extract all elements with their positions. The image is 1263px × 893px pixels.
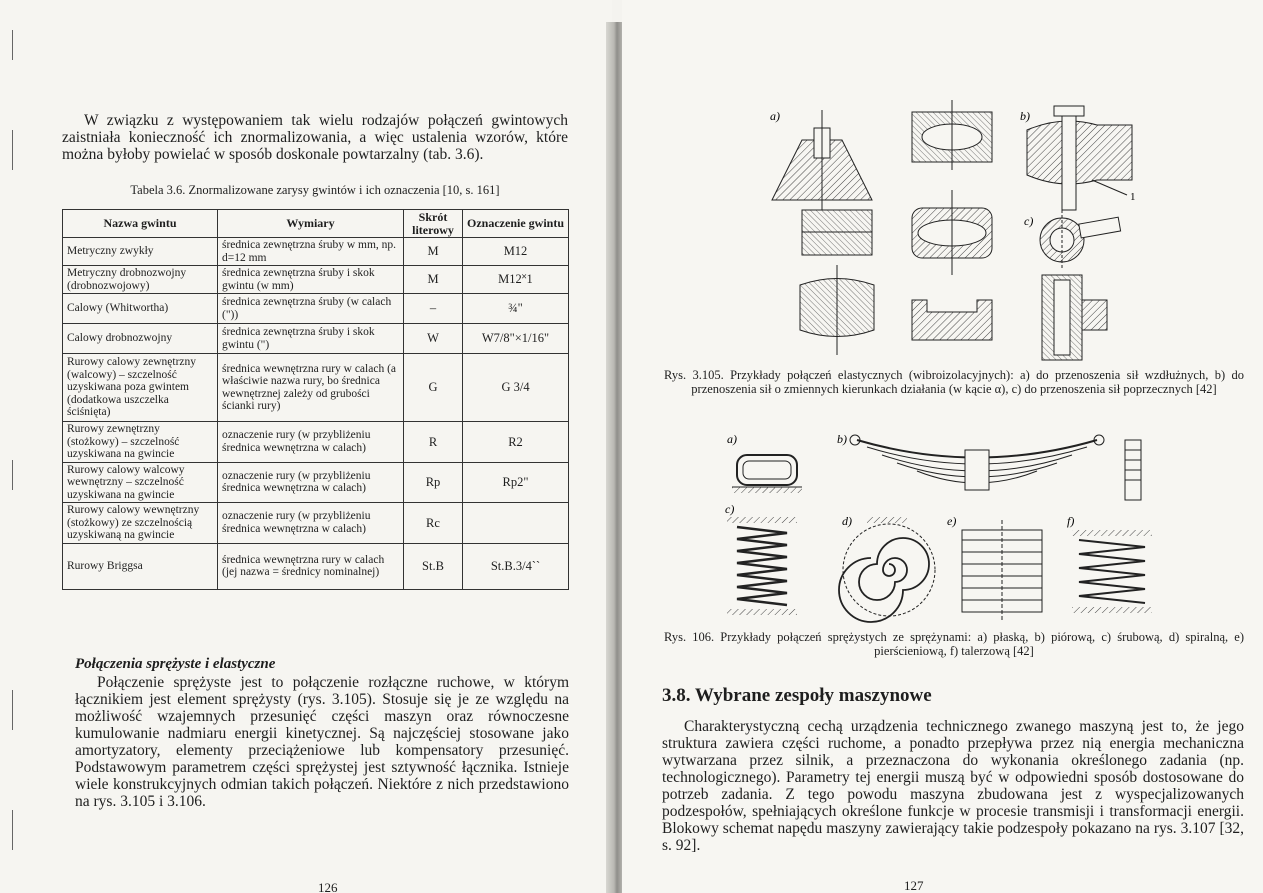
- bolted-bushing-drawing: [1027, 106, 1132, 210]
- table-header: Skrót literowy: [404, 210, 463, 238]
- table-row: [63, 462, 569, 503]
- table-row: [63, 354, 569, 422]
- table-cell: St.B.3/4``: [463, 543, 569, 589]
- table-cell: ¾": [463, 294, 569, 324]
- table-cell: średnica wewnętrzna rury w calach (jej nazwa = średnicy nominalnej): [218, 543, 404, 589]
- fig106-label-a: a): [727, 432, 737, 446]
- table-cell: R: [404, 422, 463, 463]
- fig106-label-f: f): [1067, 514, 1075, 528]
- table-row: [63, 266, 569, 294]
- table-cell: G: [404, 354, 463, 422]
- table-row: [63, 422, 569, 463]
- scan-edge-mark: [12, 30, 13, 60]
- fig106-label-e: e): [947, 514, 957, 528]
- left-page: [0, 0, 612, 893]
- table-cell: W: [404, 324, 463, 354]
- table-cell: M12: [463, 238, 569, 266]
- oval-mount-drawing: [912, 190, 992, 275]
- fig106-label-d: d): [842, 514, 852, 528]
- figure-106: [717, 425, 1157, 625]
- table-cell: [463, 503, 569, 544]
- table-row: [63, 294, 569, 324]
- block-mount-drawing: [802, 210, 872, 255]
- figure-106-caption: Rys. 106. Przykłady połączeń sprężystych ze sprężynami: a) płaską, b) piórową, c) śrubową, d) spiralną, e) pierścieniową, f) talerzową [42]: [664, 630, 1244, 658]
- fig105-label-1: 1: [1130, 191, 1136, 203]
- table-cell: Rp: [404, 462, 463, 503]
- table-cell: średnica zewnętrzna śruby i skok gwintu ("): [218, 324, 404, 354]
- table-cell: Rp2": [463, 462, 569, 503]
- coil-spring-drawing: [727, 517, 797, 615]
- table-cell: M12˟1: [463, 266, 569, 294]
- table-row: [63, 503, 569, 544]
- page-number: 126: [318, 880, 338, 893]
- fig106-label-b: b): [837, 432, 847, 446]
- elastic-joints-paragraph: Połączenie sprężyste jest to połączenie rozłączne ruchowe, w którym łącznikiem jest element sprężysty (rys. 3.105). Stosuje się je ze względu na możliwość wzajemnych przesunięć części maszyn oraz równoczesne kumulowanie nadmiaru energii kinetycznej. Są najczęściej stosowane jako amortyzatory, elementy przeciążeniowe lub kompensatory przesunięć. Podstawowym parametrem części sprężystej jest sztywność łącznika. Istnieje wiele konstrukcyjnych odmian takich połączeń. Niektóre z nich przedstawiono na rys. 3.105 i 3.106.: [75, 674, 569, 810]
- table-cell: Rurowy zewnętrzny (stożkowy) – szczelność uzyskiwana na gwincie: [63, 422, 218, 463]
- table-header: Nazwa gwintu: [63, 210, 218, 238]
- table-header: Wymiary: [218, 210, 404, 238]
- table-cell: St.B: [404, 543, 463, 589]
- leaf-spring-side-view: [1125, 440, 1141, 500]
- fig105-label-a: a): [770, 109, 780, 123]
- subheading-elastic-joints: Połączenia sprężyste i elastyczne: [75, 656, 276, 672]
- clamp-mount-drawing: [1042, 275, 1107, 360]
- table-cell: Metryczny drobnozwojny (drobnozwojowy): [63, 266, 218, 294]
- table-cell: W7/8"×1/16": [463, 324, 569, 354]
- table-row: [63, 543, 569, 589]
- section-paragraph: Charakterystyczną cechą urządzenia technicznego zwanego maszyną jest to, że jego struktura zawiera części ruchome, a ponadto przepływa przez nią energia mechaniczna wytwarzana przez silnik, a przeznaczona do wykonania określonego zadania (np. technologicznego). Parametry tej energii muszą być w odpowiedni sposób dostosowane do potrzeb zadania. Z tego powodu maszyna zbudowana jest z wyspecjalizowanych podzespołów, spełniających określone funkcje w procesie transmisji i transformacji energii. Blokowy schemat napędu maszyny zawierający takie podzespoły pokazano na rys. 3.107 [32, s. 92].: [662, 718, 1244, 854]
- table-cell: –: [404, 294, 463, 324]
- ring-spring-drawing: [962, 520, 1042, 620]
- table-cell: średnica zewnętrzna śruby w mm, np. d=12 mm: [218, 238, 404, 266]
- table-cell: oznaczenie rury (w przybliżeniu średnica wewnętrzna w calach): [218, 422, 404, 463]
- disc-spring-drawing: [1072, 530, 1152, 613]
- fig105-label-c: c): [1024, 214, 1034, 228]
- table-header-row: [63, 210, 569, 238]
- table-cell: Rurowy calowy walcowy wewnętrzny – szczelność uzyskiwana na gwincie: [63, 462, 218, 503]
- fig106-label-c: c): [725, 502, 735, 516]
- table-row: [63, 238, 569, 266]
- figure-3-105-caption: Rys. 3.105. Przykłady połączeń elastycznych (wibroizolacyjnych): a) do przenoszenia sił wzdłużnych, b) do przenoszenia sił o zmiennych kierunkach działania (w kącie α), c) do przenoszenia sił poprzecznych [42]: [664, 368, 1244, 396]
- table-cell: oznaczenie rury (w przybliżeniu średnica wewnętrzna w calach): [218, 462, 404, 503]
- table-cell: Rc: [404, 503, 463, 544]
- flat-spring-drawing: [732, 455, 802, 493]
- table-caption: Tabela 3.6. Znormalizowane zarysy gwintów i ich oznaczenia [10, s. 161]: [130, 183, 500, 197]
- spiral-spring-drawing: [839, 517, 935, 622]
- sandwich-mount-drawing: [912, 100, 992, 170]
- table-cell: Rurowy calowy zewnętrzny (walcowy) – szczelność uzyskiwana poza gwintem (dodatkowa uszczelka ściśnięta): [63, 354, 218, 422]
- table-cell: G 3/4: [463, 354, 569, 422]
- page-number: 127: [904, 878, 924, 893]
- right-page: [622, 0, 1263, 893]
- table-cell: Rurowy Briggsa: [63, 543, 218, 589]
- barrel-mount-drawing: [800, 265, 874, 355]
- intro-paragraph: W związku z występowaniem tak wielu rodzajów połączeń gwintowych zaistniała konieczność ich znormalizowania, a więc ustalenia wzorów, które można byłoby powielać w sposób doskonale powtarzalny (tab. 3.6).: [62, 112, 568, 163]
- channel-mount-drawing: [912, 300, 992, 340]
- table-cell: średnica zewnętrzna śruby i skok gwintu (w mm): [218, 266, 404, 294]
- figure-3-105: [762, 100, 1212, 365]
- table-header: Oznaczenie gwintu: [463, 210, 569, 238]
- table-cell: M: [404, 238, 463, 266]
- table-cell: R2: [463, 422, 569, 463]
- scan-edge-mark: [12, 810, 13, 850]
- scan-edge-mark: [12, 460, 13, 490]
- table-row: [63, 324, 569, 354]
- conical-mount-drawing: [772, 110, 872, 210]
- angular-link-drawing: [1040, 210, 1121, 270]
- fig105-label-b: b): [1020, 109, 1030, 123]
- leaf-spring-drawing: [850, 435, 1104, 490]
- scan-edge-mark: [12, 130, 13, 170]
- table-cell: Calowy drobnozwojny: [63, 324, 218, 354]
- scan-edge-mark: [12, 690, 13, 730]
- section-title: 3.8. Wybrane zespoły maszynowe: [662, 685, 932, 706]
- table-cell: Calowy (Whitwortha): [63, 294, 218, 324]
- table-cell: średnica zewnętrzna śruby (w calach (")): [218, 294, 404, 324]
- table-cell: Rurowy calowy wewnętrzny (stożkowy) ze szczelnością uzyskiwaną na gwincie: [63, 503, 218, 544]
- table-cell: średnica wewnętrzna rury w calach (a właściwie nazwa rury, bo średnica wewnętrznej zależy od grubości ścianki rury): [218, 354, 404, 422]
- table-cell: oznaczenie rury (w przybliżeniu średnica wewnętrzna w calach): [218, 503, 404, 544]
- table-cell: M: [404, 266, 463, 294]
- table-cell: Metryczny zwykły: [63, 238, 218, 266]
- thread-standards-table: [62, 209, 569, 590]
